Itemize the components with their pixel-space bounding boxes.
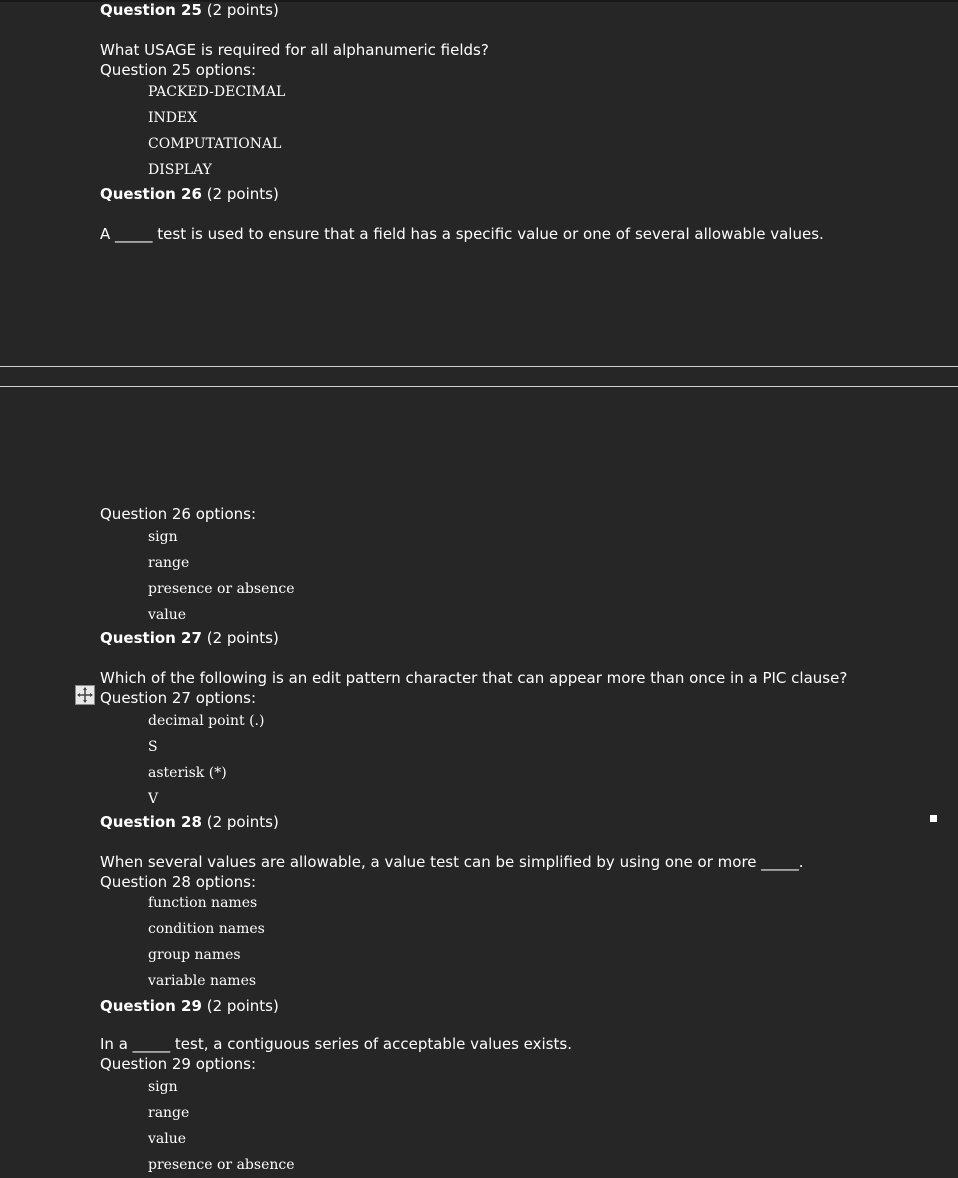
question-27-option[interactable]: V <box>148 791 159 807</box>
question-29-option[interactable]: value <box>148 1131 187 1147</box>
question-26-options-label: Question 26 options: <box>100 505 257 523</box>
question-26-option[interactable]: value <box>148 607 187 623</box>
question-28-header: Question 28 (2 points) <box>100 813 279 831</box>
question-27-header: Question 27 (2 points) <box>100 629 279 647</box>
section-divider <box>0 386 958 387</box>
question-25-option[interactable]: DISPLAY <box>148 162 212 178</box>
question-26-text: A _____ test is used to ensure that a field has a specific value or one of several allowable values. <box>100 225 824 243</box>
question-28-option[interactable]: function names <box>148 895 258 911</box>
question-28-options-label: Question 28 options: <box>100 873 257 891</box>
question-27-text: Which of the following is an edit pattern character that can appear more than once in a PIC clause? <box>100 669 848 687</box>
question-29-header: Question 29 (2 points) <box>100 997 279 1015</box>
question-29-option[interactable]: range <box>148 1105 190 1121</box>
question-25-option[interactable]: COMPUTATIONAL <box>148 136 282 152</box>
question-26-header: Question 26 (2 points) <box>100 185 279 203</box>
question-29-option[interactable]: presence or absence <box>148 1157 295 1173</box>
question-25-header: Question 25 (2 points) <box>100 1 279 19</box>
question-28-option[interactable]: condition names <box>148 921 265 937</box>
question-25-options-label: Question 25 options: <box>100 61 257 79</box>
question-26-option[interactable]: range <box>148 555 190 571</box>
question-28-option[interactable]: group names <box>148 947 241 963</box>
question-25-option[interactable]: PACKED-DECIMAL <box>148 84 286 100</box>
question-26-option[interactable]: presence or absence <box>148 581 295 597</box>
question-29-options-label: Question 29 options: <box>100 1055 257 1073</box>
question-27-option[interactable]: decimal point (.) <box>148 713 265 729</box>
question-29-text: In a _____ test, a contiguous series of acceptable values exists. <box>100 1035 572 1053</box>
question-27-option[interactable]: asterisk (*) <box>148 765 227 781</box>
question-28-option[interactable]: variable names <box>148 973 257 989</box>
question-27-options-label: Question 27 options: <box>100 689 257 707</box>
question-29-option[interactable]: sign <box>148 1079 178 1095</box>
square-icon <box>930 815 937 822</box>
question-28-text: When several values are allowable, a value test can be simplified by using one or more _____. <box>100 853 804 871</box>
question-26-option[interactable]: sign <box>148 529 178 545</box>
question-25-option[interactable]: INDEX <box>148 110 198 126</box>
section-divider <box>0 366 958 367</box>
question-27-option[interactable]: S <box>148 739 158 755</box>
question-25-text: What USAGE is required for all alphanumeric fields? <box>100 41 489 59</box>
move-icon[interactable] <box>75 685 95 705</box>
